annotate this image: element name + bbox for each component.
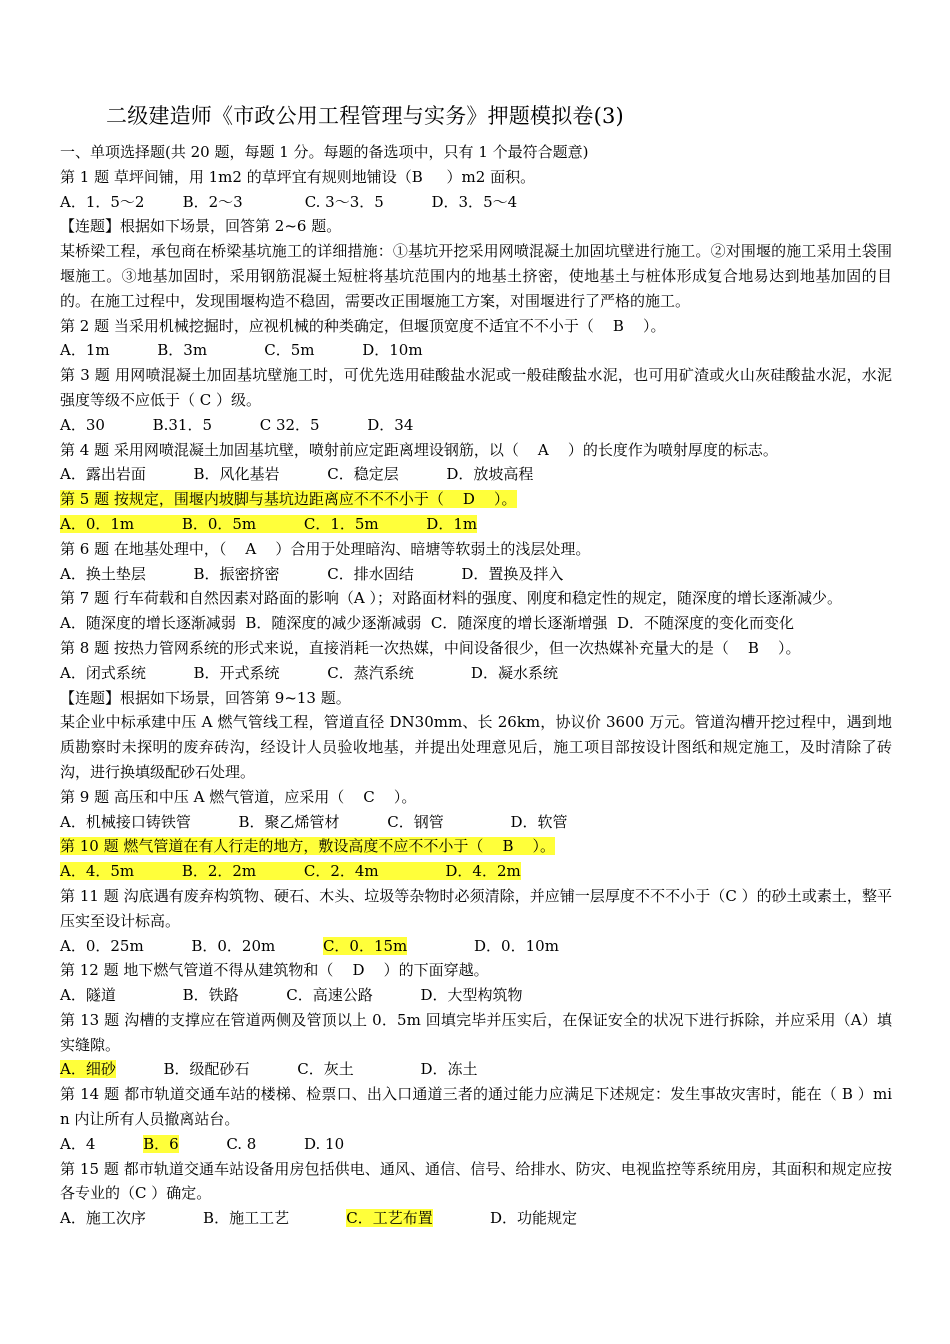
paragraph: 第 15 题 都市轨道交通车站设备用房包括供电、通风、通信、信号、给排水、防灾、电视监控等系统用房，其面积和规定应按各专业的（C ）确定。 <box>60 1159 892 1203</box>
text-segment: D．0．10m <box>407 936 559 955</box>
paragraph: 某企业中标承建中压 A 燃气管线工程，管道直径 DN30mm、长 26km，协议价 3600 万元。管道沟槽开挖过程中，遇到地质勘察时未探明的废弃砖沟，经设计人员验收地基，并提出处理意见后，施工项目部按设计图纸和规定施工，及时清除了砖沟，进行换填级配砂石处理。 <box>60 713 892 781</box>
line-text: A．露出岩面 B．风化基岩 C．稳定层 D．放坡高程 <box>60 465 534 484</box>
highlighted-line <box>60 512 892 537</box>
text-line <box>60 190 892 215</box>
highlighted-line <box>60 487 892 512</box>
text-line <box>60 785 892 810</box>
highlighted-answer: C．0．15m <box>322 936 408 955</box>
line-text: A．随深度的增长逐渐减弱 B．随深度的减少逐渐减弱 C．随深度的增长逐渐增强 D．不随深度的变化而变化 <box>60 614 794 633</box>
paragraph: 第 3 题 用网喷混凝土加固基坑壁施工时，可优先选用硅酸盐水泥或一般硅酸盐水泥，也可用矿渣或火山灰硅酸盐水泥，水泥强度等级不应低于（ C ）级。 <box>60 366 892 409</box>
line-text: A．30 B.31．5 C 32．5 D．34 <box>60 415 414 434</box>
line-text: 第 5 题 按规定，围堰内坡脚与基坑边距离应不不不小于（ D ）。 <box>60 490 517 509</box>
paragraph: 某桥梁工程，承包商在桥梁基坑施工的详细措施：①基坑开挖采用网喷混凝土加固坑壁进行施工。②对围堰的施工采用土袋围堰施工。③地基加固时，采用钢筋混凝土短桩将基坑范围内的地基土挤密，使地基土与桩体形成复合地易达到地基加固的目的。在施工过程中，发现围堰构造不稳固，需要改正围堰施工方案，对围堰进行了严格的施工。 <box>60 242 892 310</box>
text-segment: B．级配砂石 C．灰土 D．冻土 <box>115 1060 478 1079</box>
highlighted-line <box>60 834 892 859</box>
text-line <box>60 562 892 587</box>
text-line <box>60 686 892 711</box>
highlighted-answer: B．6 <box>143 1134 179 1153</box>
text-line <box>60 958 892 983</box>
line-text: 第 12 题 地下燃气管道不得从建筑物和（ D ）的下面穿越。 <box>60 961 489 980</box>
options-line <box>60 1057 892 1082</box>
options-line <box>60 934 892 959</box>
page-title: 二级建造师《市政公用工程管理与实务》押题模拟卷(3) <box>106 104 624 128</box>
text-line <box>60 314 892 339</box>
document-body <box>60 140 892 1231</box>
paragraph: 第 11 题 沟底遇有废弃构筑物、硬石、木头、垃圾等杂物时必须清除，并应铺一层厚度不不不小于（C ）的砂土或素土，整平压实至设计标高。 <box>60 886 892 930</box>
line-text: A．闭式系统 B．开式系统 C．蒸汽系统 D．凝水系统 <box>60 663 558 682</box>
options-line <box>60 1132 892 1157</box>
line-text: A．4．5m B．2．2m C．2．4m D．4．2m <box>60 862 521 881</box>
text-line <box>60 611 892 636</box>
paragraph: 第 14 题 都市轨道交通车站的楼梯、检票口、出入口通道三者的通过能力应满足下述规定：发生事故灾害时，能在（ B ）min 内让所有人员撤离站台。 <box>60 1085 892 1129</box>
line-text: 第 8 题 按热力管网系统的形式来说，直接消耗一次热媒，中间设备很少，但一次热媒补充量大的是（ B ）。 <box>60 638 801 657</box>
text-segment: A．4 <box>60 1134 144 1153</box>
text-segment: D．功能规定 <box>432 1209 578 1228</box>
line-text: 【连题】根据如下场景，回答第 9~13 题。 <box>60 688 351 707</box>
line-text: 【连题】根据如下场景，回答第 2~6 题。 <box>60 217 342 236</box>
line-text: 第 1 题 草坪间铺，用 1m2 的草坪宜有规则地铺设（B ）m2 面积。 <box>60 167 536 186</box>
text-line <box>60 462 892 487</box>
text-line <box>60 661 892 686</box>
line-text: A．机械接口铸铁管 B．聚乙烯管材 C．钢管 D．软管 <box>60 812 568 831</box>
text-line <box>60 338 892 363</box>
line-text: A．隧道 B．铁路 C．高速公路 D．大型构筑物 <box>60 986 523 1005</box>
text-line <box>60 636 892 661</box>
line-text: A．换土垫层 B．振密挤密 C．排水固结 D．置换及拌入 <box>60 564 564 583</box>
text-line <box>60 413 892 438</box>
highlighted-answer: C．工艺布置 <box>346 1209 433 1228</box>
line-text: 第 2 题 当采用机械挖掘时，应视机械的种类确定，但堰顶宽度不适宜不不小于（ B ）。 <box>60 316 666 335</box>
line-text: 第 6 题 在地基处理中，（ A ）合用于处理暗沟、暗塘等软弱土的浅层处理。 <box>60 539 591 558</box>
highlighted-line <box>60 859 892 884</box>
line-text: A．0．1m B．0．5m C．1．5m D．1m <box>60 514 478 533</box>
text-line <box>60 810 892 835</box>
text-segment: A．施工次序 B．施工工艺 <box>60 1209 347 1228</box>
line-text: 一、单项选择题(共 20 题，每题 1 分。每题的备选项中，只有 1 个最符合题意) <box>60 143 589 161</box>
text-line <box>60 983 892 1008</box>
line-text: 第 10 题 燃气管道在有人行走的地方，敷设高度不应不不小于（ B ）。 <box>60 837 556 856</box>
text-line <box>60 165 892 190</box>
line-text: 第 4 题 采用网喷混凝土加固基坑壁，喷射前应定距离埋设钢筋，以（ A ）的长度作为喷射厚度的标志。 <box>60 440 778 459</box>
text-line <box>60 140 892 165</box>
paragraph: 第 7 题 行车荷载和自然因素对路面的影响（A ）；对路面材料的强度、刚度和稳定性的规定，随深度的增长逐渐减少。 <box>60 589 842 608</box>
text-line <box>60 438 892 463</box>
text-segment: C. 8 D. 10 <box>178 1134 345 1153</box>
line-text: A．1．5～2 B．2～3 C. 3～3．5 D．3．5～4 <box>60 192 518 211</box>
highlighted-answer: A．细砂 <box>60 1060 116 1079</box>
text-line <box>60 537 892 562</box>
text-line <box>60 214 892 239</box>
options-line <box>60 1206 892 1231</box>
paragraph: 第 13 题 沟槽的支撑应在管道两侧及管顶以上 0．5m 回填完毕并压实后，在保证安全的状况下进行拆除，并应采用（A）填实缝隙。 <box>60 1010 892 1054</box>
line-text: 第 9 题 高压和中压 A 燃气管道，应采用（ C ）。 <box>60 787 417 806</box>
text-segment: A．0．25m B．0．20m <box>60 936 323 955</box>
line-text: A．1m B．3m C．5m D．10m <box>60 341 423 360</box>
